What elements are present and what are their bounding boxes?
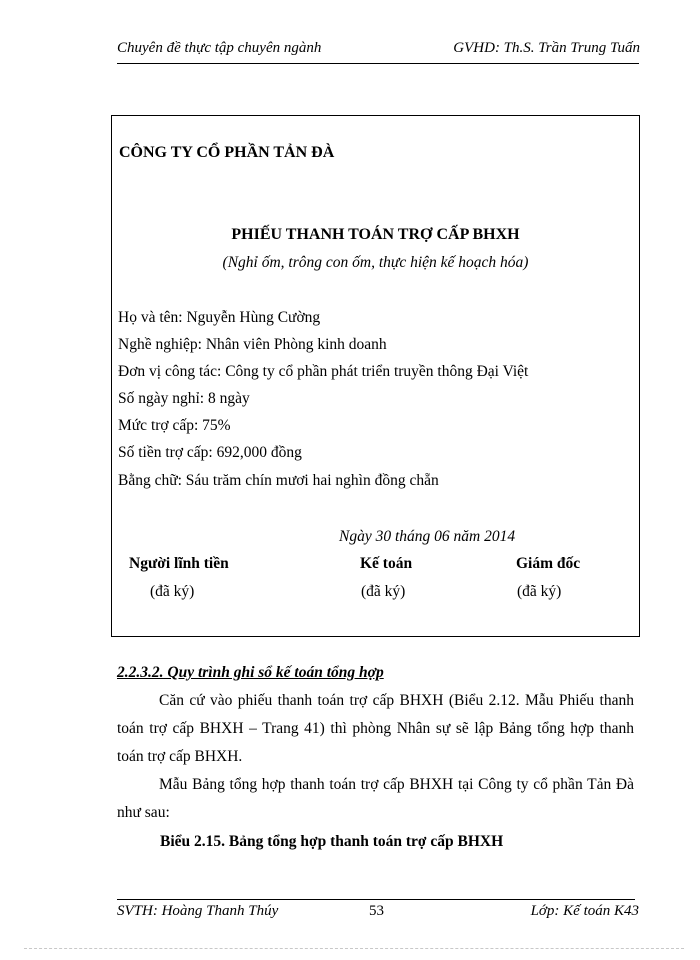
footer-rule [117, 899, 635, 900]
section-heading: 2.2.3.2. Quy trình ghi sổ kế toán tổng hợp [117, 664, 384, 681]
field-allowance-amount: Số tiền trợ cấp: 692,000 đồng [118, 444, 302, 461]
field-amount-in-words: Bằng chữ: Sáu trăm chín mươi hai nghìn đồng chẵn [118, 472, 439, 489]
signature-status-director: (đã ký) [517, 583, 562, 600]
field-full-name: Họ và tên: Nguyễn Hùng Cường [118, 309, 321, 326]
body-paragraph-2-text: Mẫu Bảng tổng hợp thanh toán trợ cấp BHXH tại Công ty cổ phần Tản Đà như sau: [117, 776, 634, 821]
body-paragraph-1-text: Căn cứ vào phiếu thanh toán trợ cấp BHXH (Biểu 2.12. Mẫu Phiếu thanh toán trợ cấp BHXH – Trang 41) thì phòng Nhân sự sẽ lập Bảng tổng hợp thanh toán trợ cấp BHXH. [117, 692, 634, 765]
header-right: GVHD: Th.S. Trần Trung Tuấn [453, 40, 640, 56]
footer-student: SVTH: Hoàng Thanh Thúy [117, 903, 279, 919]
table-caption: Biểu 2.15. Bảng tổng hợp thanh toán trợ cấp BHXH [160, 833, 504, 850]
header-left: Chuyên đề thực tập chuyên ngành [117, 40, 322, 56]
signature-title-director: Giám đốc [516, 555, 581, 572]
voucher-date: Ngày 30 tháng 06 năm 2014 [339, 528, 516, 545]
footer-class: Lớp: Kế toán K43 [530, 903, 639, 919]
field-work-unit: Đơn vị công tác: Công ty cổ phần phát triển truyền thông Đại Việt [118, 363, 529, 380]
signature-title-accountant: Kế toán [360, 555, 413, 572]
field-allowance-rate: Mức trợ cấp: 75% [118, 417, 231, 434]
voucher-title: PHIẾU THANH TOÁN TRỢ CẤP BHXH [231, 226, 520, 243]
field-occupation: Nghề nghiệp: Nhân viên Phòng kinh doanh [118, 336, 387, 353]
header-rule [117, 63, 639, 64]
signature-title-recipient: Người lĩnh tiền [129, 555, 229, 572]
page-number: 53 [369, 903, 384, 919]
signature-status-recipient: (đã ký) [150, 583, 195, 600]
field-days-off: Số ngày nghỉ: 8 ngày [118, 390, 250, 407]
body-paragraph-1 [117, 687, 634, 771]
company-name: CÔNG TY CỔ PHẦN TẢN ĐÀ [119, 144, 335, 161]
page-edge-line [24, 948, 684, 949]
signature-status-accountant: (đã ký) [361, 583, 406, 600]
body-paragraph-2 [117, 771, 634, 827]
voucher-subtitle: (Nghỉ ốm, trông con ốm, thực hiện kế hoạch hóa) [222, 254, 529, 271]
